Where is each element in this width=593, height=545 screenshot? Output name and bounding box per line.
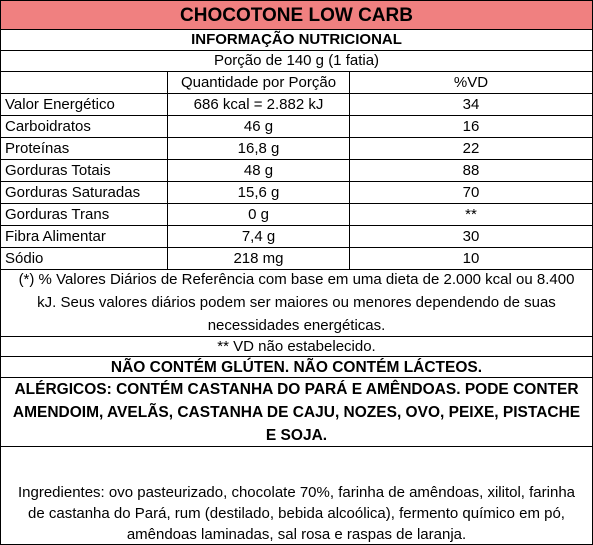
table-row — [1, 204, 592, 226]
daily-values-footnote: (*) % Valores Diários de Referência com base em uma dieta de 2.000 kcal ou 8.400 kJ. Seus valores diários podem ser maiores ou menores dependendo de suas necessidades energéticas. — [1, 266, 592, 337]
nutrient-amount: 16,8 g — [167, 138, 349, 159]
table-row — [1, 116, 592, 138]
table-row — [1, 226, 592, 248]
nutrient-amount: 7,4 g — [167, 226, 349, 247]
table-row — [1, 160, 592, 182]
nutrient-vd: 10 — [349, 248, 592, 269]
nutrient-name: Gorduras Totais — [5, 162, 111, 179]
product-title: CHOCOTONE LOW CARB — [1, 1, 592, 30]
nutrient-vd: 30 — [349, 226, 592, 247]
table-row — [1, 182, 592, 204]
nutrient-vd: ** — [349, 204, 592, 225]
nutrient-name: Fibra Alimentar — [5, 228, 106, 245]
nutrient-amount: 46 g — [167, 116, 349, 137]
header-amount: Quantidade por Porção — [167, 72, 349, 93]
nutrient-name: Sódio — [5, 250, 44, 267]
nutrition-heading: INFORMAÇÃO NUTRICIONAL — [1, 30, 592, 51]
nutrient-name: Gorduras Trans — [5, 206, 110, 223]
nutrient-name: Proteínas — [5, 140, 70, 157]
vd-not-established-note: ** VD não estabelecido. — [1, 337, 592, 357]
portion-size: Porção de 140 g (1 fatia) — [1, 51, 592, 72]
nutrient-amount: 0 g — [167, 204, 349, 225]
ingredients-list: Ingredientes: ovo pasteurizado, chocolate 70%, farinha de amêndoas, xilitol, farinha de castanha do Pará, rum (destilado, bebida alcoólica), fermento químico em pó, amêndoas laminadas, sal rosa e raspas de laranja. — [17, 484, 575, 543]
gluten-lactose-statement: NÃO CONTÉM GLÚTEN. NÃO CONTÉM LÁCTEOS. — [1, 357, 592, 378]
nutrient-amount: 218 mg — [167, 248, 349, 269]
nutrient-vd: 16 — [349, 116, 592, 137]
header-vd: %VD — [349, 72, 592, 93]
nutrient-name: Carboidratos — [5, 118, 91, 135]
nutrient-vd: 22 — [349, 138, 592, 159]
table-row — [1, 138, 592, 160]
nutrient-name: Valor Energético — [5, 96, 115, 113]
nutrient-name: Gorduras Saturadas — [5, 184, 141, 201]
nutrient-vd: 70 — [349, 182, 592, 203]
nutrient-vd: 88 — [349, 160, 592, 181]
nutrient-vd: 34 — [349, 94, 592, 115]
nutrient-amount: 48 g — [167, 160, 349, 181]
table-row — [1, 94, 592, 116]
nutrition-table — [1, 72, 592, 270]
allergens-statement: ALÉRGICOS: CONTÉM CASTANHA DO PARÁ E AMÊNDOAS. PODE CONTER AMENDOIM, AVELÃS, CASTANHA DE CAJU, NOZES, OVO, PEIXE, PISTACHE E SOJA. — [1, 378, 592, 447]
nutrient-amount: 15,6 g — [167, 182, 349, 203]
table-header-row — [1, 72, 592, 94]
nutrient-amount: 686 kcal = 2.882 kJ — [167, 94, 349, 115]
